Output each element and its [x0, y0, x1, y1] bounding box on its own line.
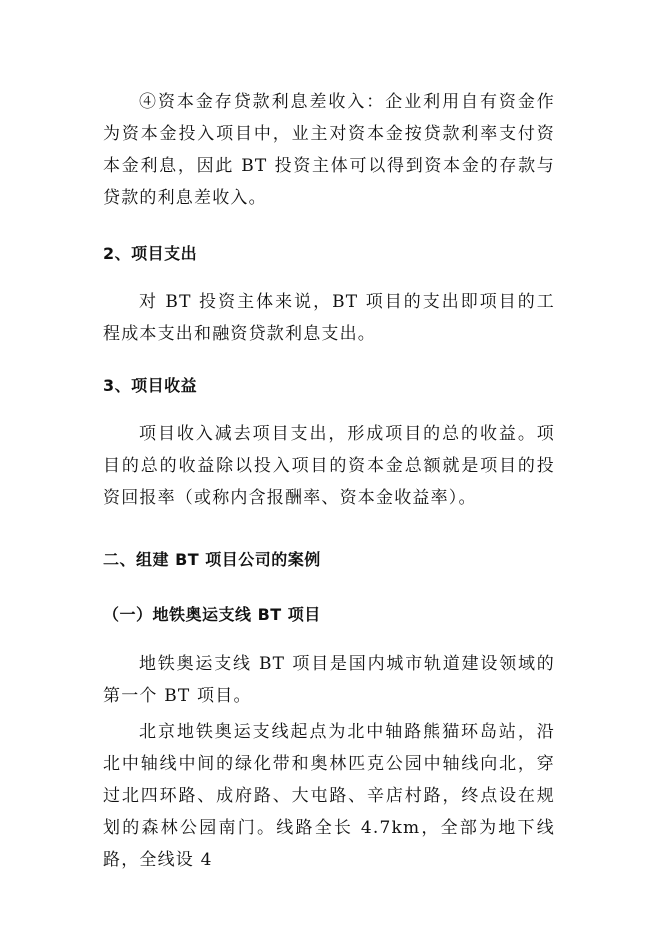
- paragraph-olympic-branch-route: 北京地铁奥运支线起点为北中轴路熊猫环岛站，沿北中轴线中间的绿化带和奥林匹克公园中轴线向北，穿过北四环路、成府路、大屯路、辛店村路，终点设在规划的森林公园南门。线路全长 4.7km，全部为地下线路，全线设 4: [103, 722, 555, 870]
- heading-subsection-olympic-branch: （一）地铁奥运支线 BT 项目: [103, 605, 321, 624]
- paragraph-project-expenditure: 对 BT 投资主体来说，BT 项目的支出即项目的工程成本支出和融资贷款利息支出。: [103, 292, 555, 344]
- paragraph-project-revenue: 项目收入减去项目支出，形成项目的总的收益。项目的总的收益除以投入项目的资本金总额就是项目的投资回报率（或称内含报酬率、资本金收益率）。: [103, 424, 555, 508]
- paragraph-olympic-branch-intro: 地铁奥运支线 BT 项目是国内城市轨道建设领域的第一个 BT 项目。: [103, 654, 555, 706]
- heading-project-revenue: 3、项目收益: [103, 376, 198, 395]
- heading-section-bt-company-case: 二、组建 BT 项目公司的案例: [103, 550, 321, 569]
- paragraph-capital-interest-income: ④资本金存贷款利息差收入：企业利用自有资金作为资本金投入项目中，业主对资本金按贷款利率支付资本金利息，因此 BT 投资主体可以得到资本金的存款与贷款的利息差收入。: [103, 92, 555, 208]
- heading-project-expenditure: 2、项目支出: [103, 244, 198, 263]
